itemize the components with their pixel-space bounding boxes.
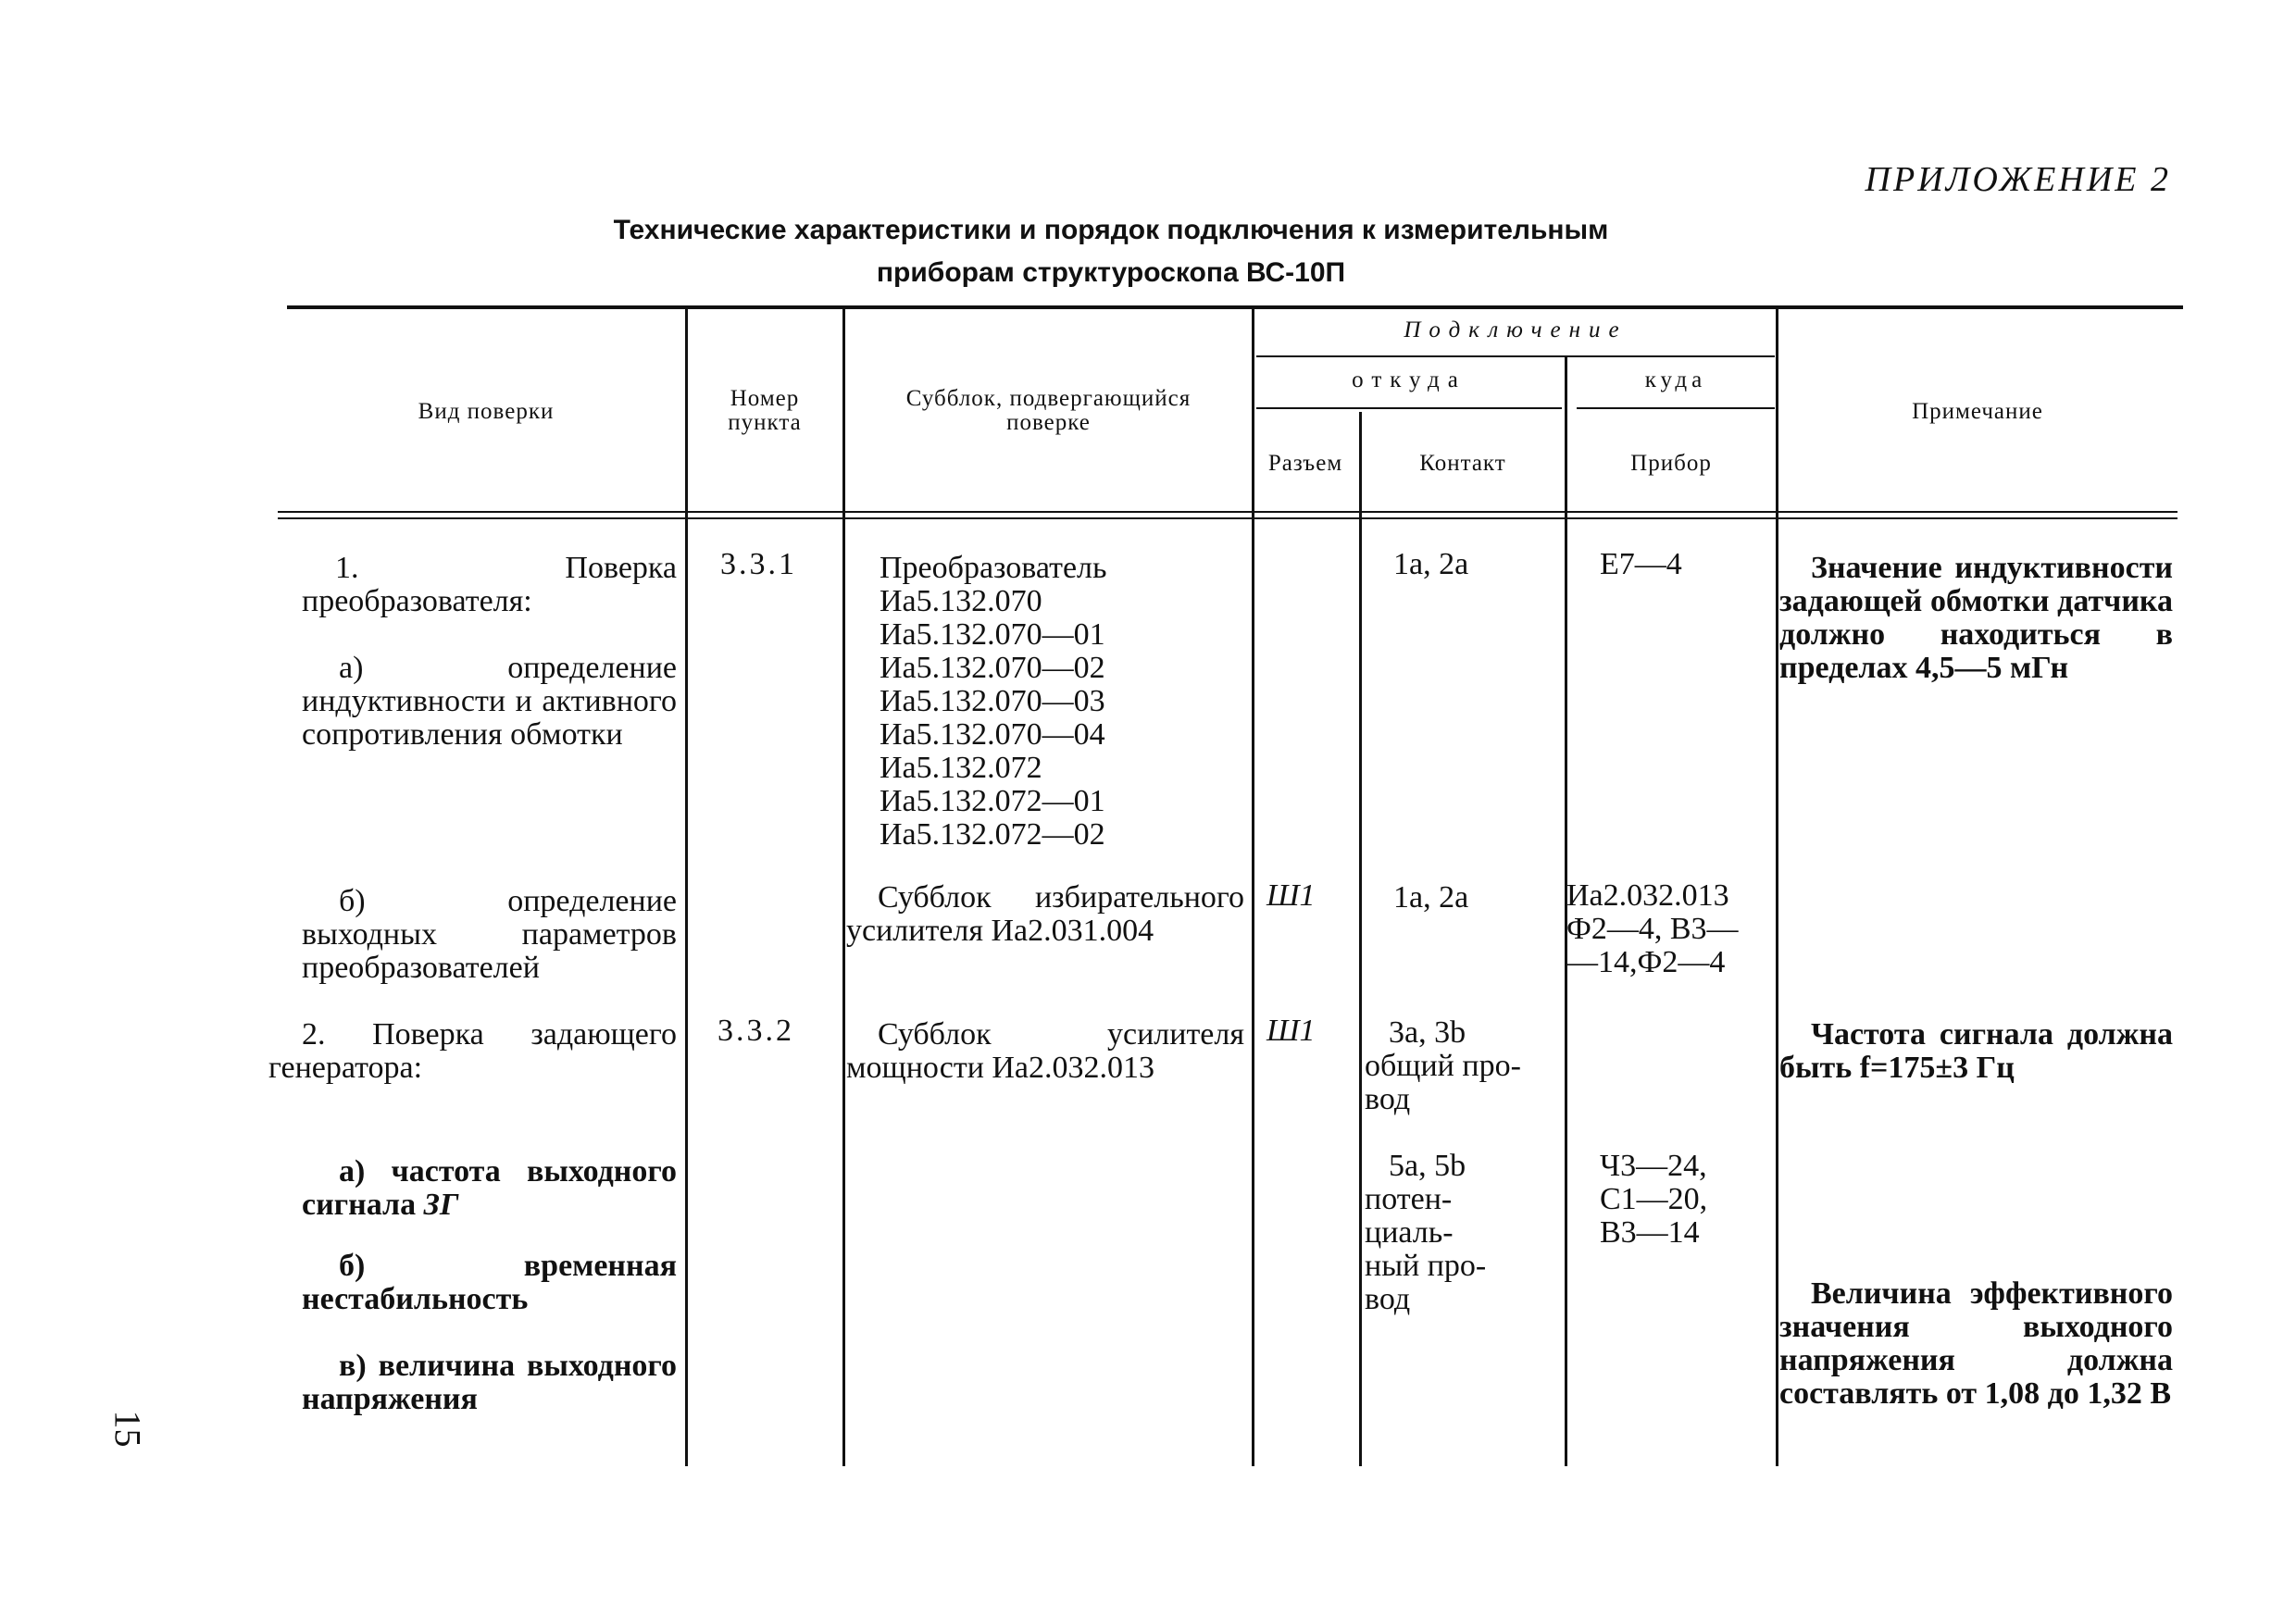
row2a-contact-line: 5а, 5b [1389,1149,1466,1183]
row1a-contact: 1а, 2а [1393,547,1469,581]
row2a-device-line: С1—20, [1600,1182,1708,1216]
row1a-subunit-line: Иа5.132.072—02 [880,817,1105,852]
row2-contact-line: общий про- [1365,1049,1521,1083]
header-bottom-rule-2 [278,517,2177,519]
row1b-device-line: Ф2—4, В3— [1566,912,1739,946]
row2-subunit: Субблок усилителя мощности Иа2.032.013 [846,1017,1244,1085]
row2a-device-line: В3—14 [1600,1215,1700,1250]
row1-item: 3.3.1 [720,547,797,581]
row2a-contact-line: потен- [1365,1182,1453,1216]
col-divider-4 [1359,412,1362,1466]
row1a-subunit-line: Иа5.132.070—02 [880,651,1105,685]
header-connection: Подключение [1404,317,1628,342]
row1a-subunit-line: Иа5.132.070—04 [880,717,1105,752]
row2a-check-text: а) частота выходного сигнала [302,1154,677,1222]
header-subunit [847,387,1250,435]
row1-check: 1. Поверка преобразователя: [302,551,677,618]
page-number: 15 [106,1410,149,1448]
row1b-contact: 1а, 2а [1393,880,1469,915]
header-item-no [690,387,840,435]
row1a-check: а) определение индуктивности и активного сопротивления обмотки [302,651,677,752]
from-underline [1256,407,1562,409]
row1a-note: Значение индуктивности задающей обмотки датчика должно находиться в пределах 4,5—5 мГн [1779,551,2173,685]
row2-note: Частота сигнала должна быть f=175±3 Гц [1779,1017,2173,1085]
row1a-subunit-line: Иа5.132.072 [880,751,1042,785]
header-from: откуда [1352,367,1466,392]
row1a-device: Е7—4 [1600,547,1682,581]
row2a-contact-line: циаль- [1365,1215,1454,1250]
header-bottom-rule-1 [278,511,2177,513]
to-underline [1577,407,1775,409]
row1b-connector: Ш1 [1267,878,1316,913]
row2-contact-line: 3а, 3b [1389,1015,1466,1050]
row1a-subunit-line: Иа5.132.072—01 [880,784,1105,818]
row2b-check: б) временная нестабильность [302,1249,677,1316]
header-note: Примечание [1912,399,2043,424]
header-item-no-line-2: пункта [728,410,802,435]
header-contact: Контакт [1419,451,1506,476]
row2-contact [1365,1016,1563,1116]
row2c-check: в) величина выходного напряжения [302,1349,677,1416]
row2a-check-abbr: ЗГ [423,1188,459,1222]
header-device: Прибор [1630,451,1712,476]
row1b-device-line: Иа2.032.013 [1566,878,1729,913]
row2-connector: Ш1 [1267,1014,1316,1048]
row1a-subunit-line: Преобразователь [880,551,1107,585]
row1a-subunit-line: Иа5.132.070—03 [880,684,1105,718]
row2a-device [1600,1150,1707,1250]
row1a-subunit-line: Иа5.132.070—01 [880,617,1105,652]
row1a-subunit [880,552,1245,852]
row2a-contact-line: вод [1365,1282,1411,1316]
row2a-check [302,1155,677,1222]
table-title-line-1: Технические характеристики и порядок подключения к измерительным [613,215,1609,245]
table-title-line-2: приборам структуроскопа ВС-10П [876,257,1346,288]
header-connector: Разъем [1267,451,1343,476]
header-subunit-line-1: Субблок, подвергающийся [905,386,1192,411]
col-divider-1 [685,309,688,1466]
row1b-device-line: —14,Ф2—4 [1566,945,1726,979]
row2-check: 2. Поверка задающего генератора: [268,1017,677,1085]
row1b-device [1566,879,1772,979]
header-check-type: Вид поверки [418,399,555,424]
row2-contact-line: вод [1365,1082,1411,1116]
row2a-contact [1365,1150,1563,1316]
row2a-contact-line: ный про- [1365,1249,1487,1283]
row1b-subunit: Субблок избирательного усилителя Иа2.031.004 [846,880,1244,948]
row1a-subunit-line: Иа5.132.070 [880,584,1042,618]
col-divider-2 [842,309,845,1466]
header-to: куда [1644,367,1707,392]
header-subunit-line-2: поверке [1006,410,1091,435]
header-item-no-line-1: Номер [730,386,800,411]
connection-underline [1256,355,1775,357]
appendix-label: ПРИЛОЖЕНИЕ 2 [1865,160,2171,199]
col-divider-3 [1252,309,1254,1466]
row2-item: 3.3.2 [718,1014,794,1048]
row2a-device-line: Ч3—24, [1600,1149,1707,1183]
table-top-rule [287,305,2183,309]
col-divider-6 [1776,309,1778,1466]
row1b-check: б) определение выходных параметров преобразователей [302,884,677,985]
row2c-note: Величина эффективного значения выходного напряжения должна составлять от 1,08 до 1,32 В [1779,1276,2173,1411]
